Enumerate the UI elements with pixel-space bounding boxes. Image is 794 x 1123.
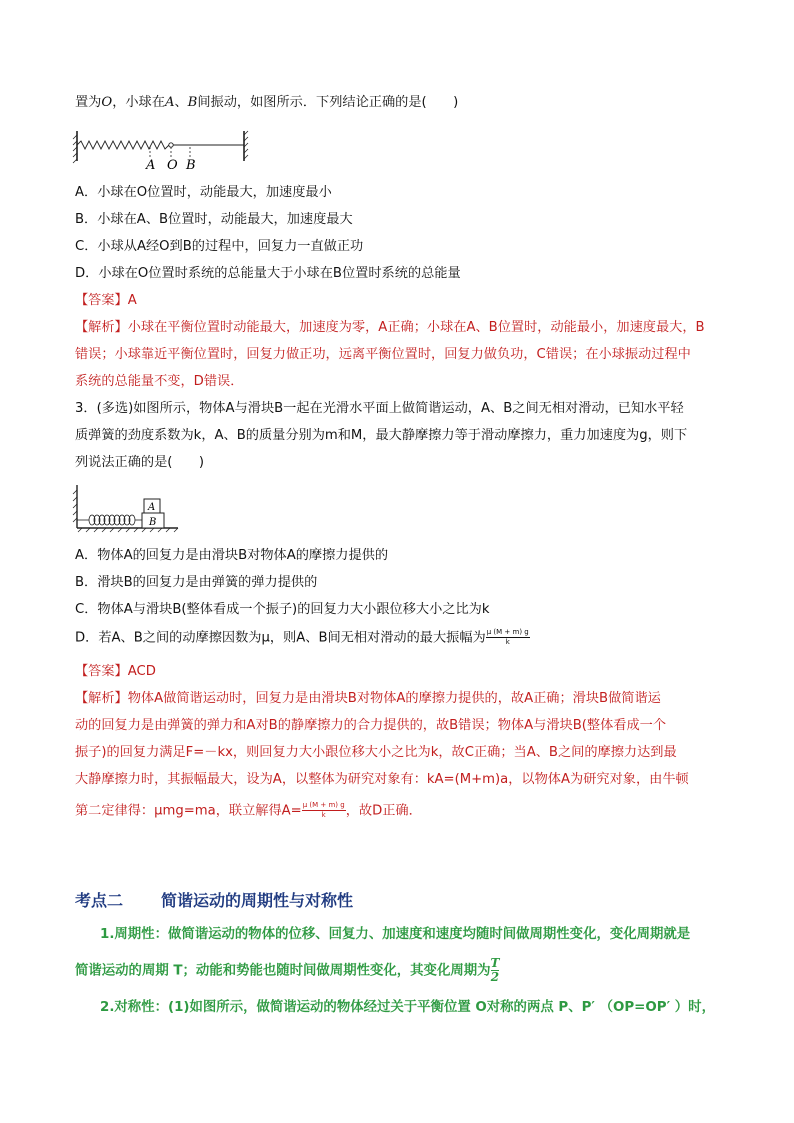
answer-value: ACD bbox=[127, 664, 156, 679]
section-label: 考点二 bbox=[75, 891, 124, 910]
stem-text: 置为 bbox=[75, 95, 102, 110]
answer-label: 【答案】 bbox=[75, 293, 128, 308]
analysis-text: ，故D正确． bbox=[345, 803, 422, 819]
fraction-numerator: μ (M + m) g bbox=[302, 801, 345, 809]
q2-option-b: B．小球在A、B位置时，动能最大，加速度最大 bbox=[75, 212, 353, 227]
fraction-denominator: 2 bbox=[490, 970, 500, 984]
q2-option-a: A．小球在O位置时，动能最大，加速度最小 bbox=[75, 185, 332, 200]
q2-option-c: C．小球从A经O到B的过程中，回复力一直做正功 bbox=[75, 239, 364, 254]
q2-answer bbox=[75, 292, 137, 310]
analysis-text: 第二定律得：μmg=ma，联立解得A= bbox=[75, 803, 302, 819]
q2-option-d: D．小球在O位置时系统的总能量大于小球在B位置时系统的总能量 bbox=[75, 266, 461, 281]
q3-stem-line-1: 3．(多选)如图所示，物体A与滑块B一起在光滑水平面上做简谐运动，A、B之间无相对滑动，已知水平轻 bbox=[75, 401, 684, 416]
analysis-text: 小球在平衡位置时动能最大，加速度为零，A正确；小球在A、B位置时，动能最小，加速度最大，B bbox=[127, 320, 705, 335]
q3-analysis-line-4: 大静摩擦力时，其振幅最大，设为A，以整体为研究对象有：kA=(M+m)a，以物体A为研究对象，由牛顿 bbox=[75, 772, 689, 787]
q3-answer bbox=[75, 663, 156, 681]
q3-analysis-line-3: 振子)的回复力满足F=－kx，则回复力大小跟位移大小之比为k，故C正确；当A、B之间的摩擦力达到最 bbox=[75, 745, 677, 760]
fraction-denominator: k bbox=[321, 811, 326, 819]
q2-analysis-line-3: 系统的总能量不变，D错误． bbox=[75, 374, 244, 389]
section-title: 简谐运动的周期性与对称性 bbox=[161, 891, 354, 910]
answer-value: A bbox=[127, 293, 137, 308]
option-text: D．若A、B之间的动摩擦因数为μ，则A、B间无相对滑动的最大振幅为 bbox=[75, 630, 486, 646]
stem-text: 间振动，如图所示．下列结论正确的是( ) bbox=[197, 95, 459, 110]
analysis-label: 【解析】 bbox=[75, 320, 128, 335]
label-block-a: A bbox=[148, 502, 156, 513]
max-amplitude-fraction bbox=[486, 628, 530, 647]
q2-analysis-line-1 bbox=[75, 319, 705, 337]
stem-text: 、 bbox=[174, 95, 188, 110]
q3-stem-line-2: 质弹簧的劲度系数为k，A、B的质量分别为m和M，最大静摩擦力等于滑动摩擦力，重力加速度为g，则下 bbox=[75, 428, 688, 443]
label-o: O bbox=[167, 158, 178, 173]
stem-var: A bbox=[164, 95, 175, 110]
section-p2: 2.对称性：(1)如图所示，做简谐运动的物体经过关于平衡位置 O对称的两点 P、P′ （OP=OP′ ）时， bbox=[100, 1000, 715, 1015]
section-p1-line-2 bbox=[75, 957, 499, 984]
paragraph-text: 简谐运动的周期 T；动能和势能也随时间做周期性变化，其变化周期为 bbox=[75, 963, 491, 979]
q3-option-c: C．物体A与滑块B(整体看成一个振子)的回复力大小跟位移大小之比为k bbox=[75, 602, 490, 617]
q3-option-b: B．滑块B的回复力是由弹簧的弹力提供的 bbox=[75, 575, 318, 590]
label-a: A bbox=[146, 158, 156, 173]
analysis-label: 【解析】 bbox=[75, 691, 128, 706]
stem-var: O bbox=[101, 95, 113, 110]
q2-stem bbox=[75, 94, 458, 112]
section-p1-line-1: 1.周期性：做简谐运动的物体的位移、回复力、加速度和速度均随时间做周期性变化，变化周期就是 bbox=[100, 927, 691, 942]
q3-analysis-line-5 bbox=[75, 801, 422, 821]
fraction-numerator: T bbox=[490, 956, 500, 970]
block-spring-figure bbox=[72, 482, 182, 534]
spring-oscillator-figure bbox=[72, 127, 252, 173]
label-b: B bbox=[186, 158, 196, 173]
q2-analysis-line-2: 错误；小球靠近平衡位置时，回复力做正功，远离平衡位置时，回复力做负功，C错误；在小球振动过程中 bbox=[75, 347, 691, 362]
q3-analysis-line-2: 动的回复力是由弹簧的弹力和A对B的静摩擦力的合力提供的，故B错误；物体A与滑块B(整体看成一个 bbox=[75, 718, 667, 733]
label-block-b: B bbox=[149, 517, 157, 528]
stem-var: B bbox=[187, 95, 198, 110]
q3-stem-line-3: 列说法正确的是( ) bbox=[75, 455, 204, 470]
q3-option-a: A．物体A的回复力是由滑块B对物体A的摩擦力提供的 bbox=[75, 548, 389, 563]
fraction-numerator: μ (M + m) g bbox=[486, 628, 529, 636]
q3-option-d bbox=[75, 628, 530, 648]
q3-analysis-line-1 bbox=[75, 690, 661, 708]
fraction-denominator: k bbox=[505, 638, 510, 646]
analysis-text: 物体A做简谐运动时，回复力是由滑块B对物体A的摩擦力提供的，故A正确；滑块B做简谐运 bbox=[127, 691, 661, 706]
answer-label: 【答案】 bbox=[75, 664, 128, 679]
amplitude-fraction bbox=[302, 801, 346, 820]
section-heading bbox=[75, 888, 353, 911]
half-period-fraction bbox=[491, 957, 500, 984]
stem-text: ，小球在 bbox=[112, 95, 165, 110]
